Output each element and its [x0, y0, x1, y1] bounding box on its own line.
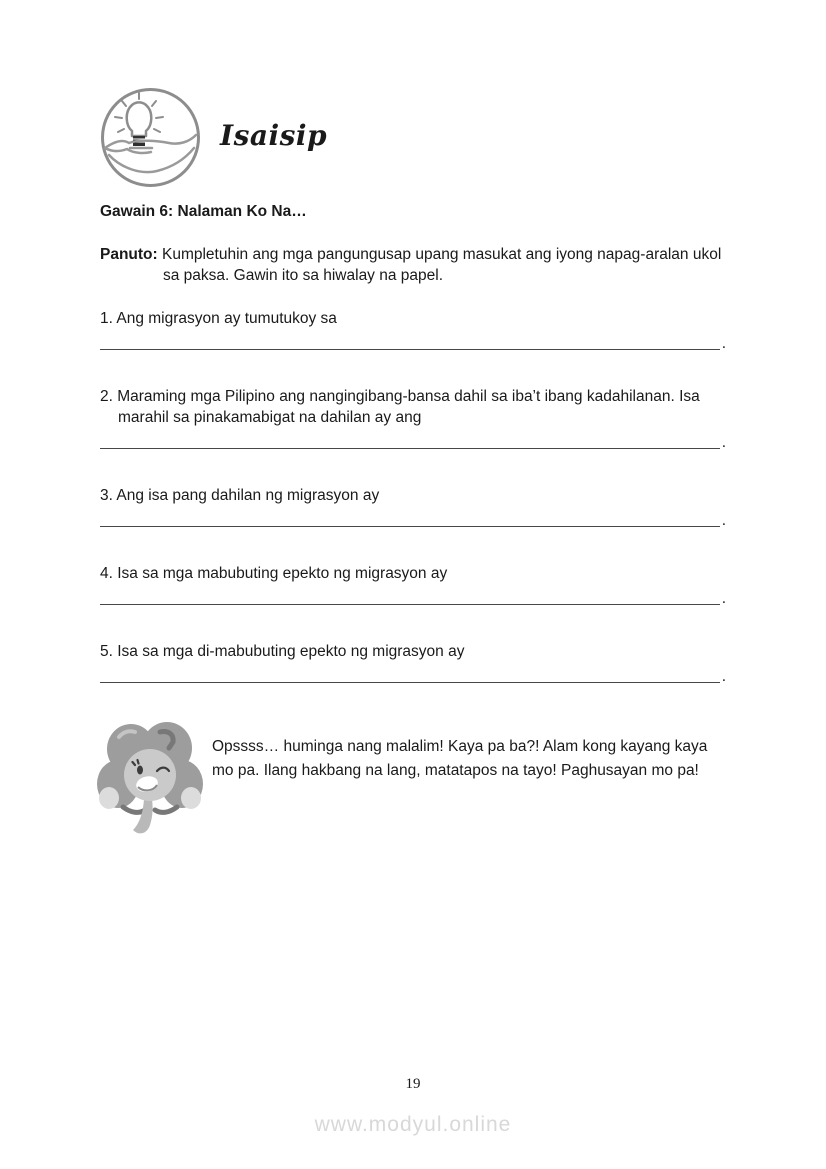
- blank-terminator: .: [721, 434, 726, 451]
- instructions-text: Kumpletuhin ang mga pangungusap upang masukat ang iyong napag-aralan ukol sa paksa. Gawin ito sa hiwalay na papel.: [162, 246, 722, 284]
- instructions-label: Panuto:: [100, 246, 158, 263]
- blank-rule: [100, 339, 720, 350]
- page-title: Isaisip: [220, 119, 328, 152]
- question-text: 5. Isa sa mga di-mabubuting epekto ng migrasyon ay: [100, 643, 465, 660]
- answer-blank-line: [100, 668, 726, 685]
- blank-rule: [100, 594, 720, 605]
- watermark-text: www.modyul.online: [314, 1113, 512, 1136]
- answer-blank-line: [100, 590, 726, 607]
- instructions: [100, 244, 726, 286]
- clover-character-icon: [97, 719, 203, 837]
- answer-blank-line: [100, 512, 726, 529]
- blank-terminator: .: [721, 590, 726, 607]
- question-text: 3. Ang isa pang dahilan ng migrasyon ay: [100, 487, 380, 504]
- question-text: 1. Ang migrasyon ay tumutukoy sa: [100, 310, 337, 327]
- answer-blank-line: [100, 335, 726, 352]
- page-content: [100, 0, 726, 837]
- encouragement-note: [100, 719, 726, 837]
- blank-terminator: .: [721, 335, 726, 352]
- question-text: 4. Isa sa mga mabubuting epekto ng migrasyon ay: [100, 565, 448, 582]
- question-item-4: [100, 563, 726, 605]
- blank-rule: [100, 672, 720, 683]
- activity-heading: Gawain 6: Nalaman Ko Na…: [100, 203, 307, 220]
- encouragement-text: Opssss… huminga nang malalim! Kaya pa ba?! Alam kong kayang kaya mo pa. Ilang hakbang na lang, matatapos na tayo! Paghusayan mo pa!: [212, 738, 708, 779]
- blank-rule: [100, 516, 720, 527]
- question-item-5: [100, 641, 726, 683]
- answer-blank-line: [100, 434, 726, 451]
- section-header: [100, 86, 726, 189]
- question-item-2: [100, 386, 726, 449]
- question-item-1: [100, 308, 726, 350]
- blank-rule: [100, 438, 720, 449]
- lightbulb-hand-icon: [99, 86, 202, 189]
- question-text: 2. Maraming mga Pilipino ang nangingibang-bansa dahil sa iba’t ibang kadahilanan. Isa marahil sa pinakamabigat na dahilan ay ang: [100, 388, 700, 426]
- page-number: 19: [405, 1076, 421, 1092]
- blank-terminator: .: [721, 512, 726, 529]
- question-list: [100, 308, 726, 683]
- blank-terminator: .: [721, 668, 726, 685]
- question-item-3: [100, 485, 726, 527]
